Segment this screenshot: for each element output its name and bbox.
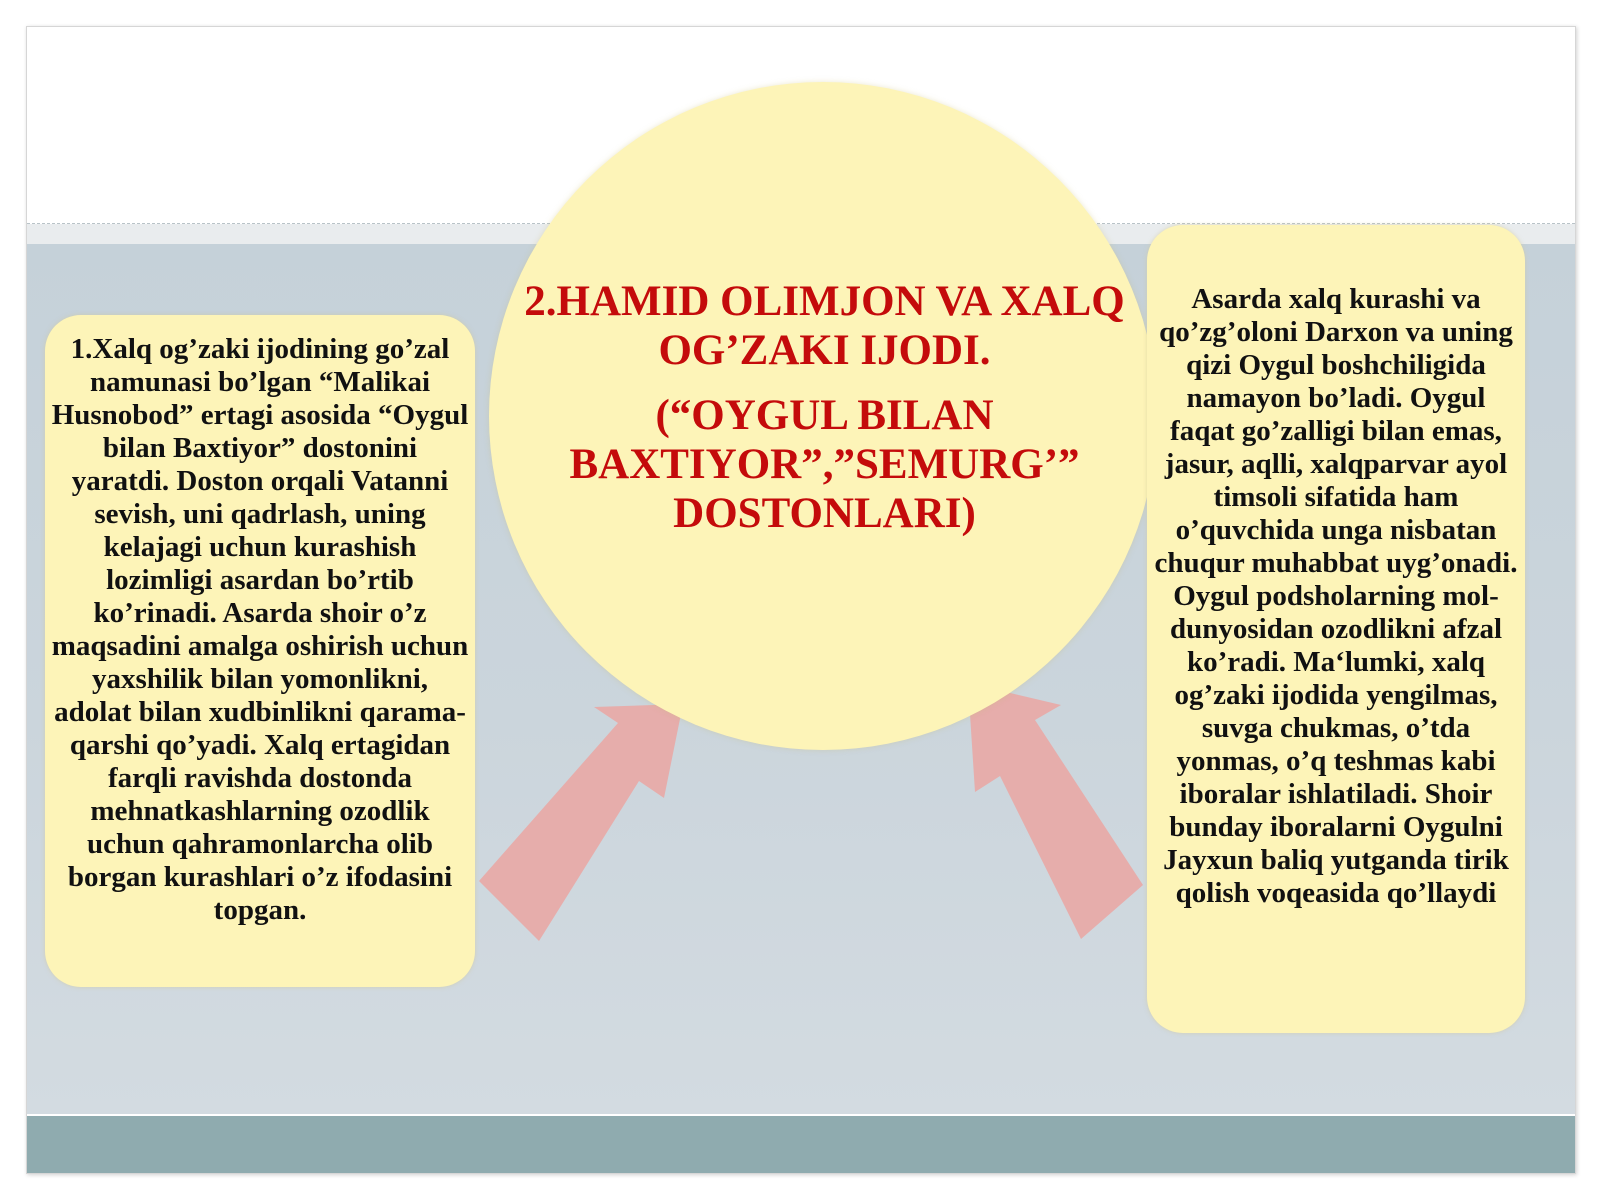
slide-title: 2.HAMID OLIMJON VA XALQ OG’ZAKI IJODI. bbox=[524, 278, 1125, 374]
slide-subtitle: (“OYGUL BILAN BAXTIYOR”,”SEMURG’” DOSTONLARI) bbox=[569, 392, 1080, 537]
arrow-up-right-icon bbox=[479, 704, 683, 941]
arrow-up-left-icon bbox=[968, 683, 1143, 939]
right-text-box bbox=[1147, 225, 1525, 1033]
right-box-text: Asarda xalq kurashi va qo’zg’oloni Darxon va uning qizi Oygul boshchiligida namayon bo’ladi. Oygul faqat go’zalligi bilan emas, jasur, aqlli, xalqparvar ayol timsoli sifatida ham o’quvchida unga nisbatan chuqur muhabbat uyg’onadi. Oygul podsholarning mol-dunyosidan ozodlikni afzal ko’radi. Ma‘lumki, xalq og’zaki ijodida yengilmas, suvga chukmas, o’tda yonmas, o’q teshmas kabi iboralar ishlatiladi. Shoir bunday iboralarni Oygulni Jayxun baliq yutganda tirik qolish voqeasida qo’llaydi bbox=[1154, 283, 1518, 909]
left-box-text: 1.Xalq og’zaki ijodining go’zal namunasi bo’lgan “Malikai Husnobod” ertagi asosida “Oygul bilan Baxtiyor” dostonini yaratdi. Doston orqali Vatanni sevish, uni qadrlash, uning kelajagi uchun kurashish lozimligi asardan bo’rtib ko’rinadi. Asarda shoir o’z maqsadini amalga oshirish uchun yaxshilik bilan yomonlikni, adolat bilan xudbinlikni qarama-qarshi qo’yadi. Xalq ertagidan farqli ravishda dostonda mehnatkashlarning ozodlik uchun qahramonlarcha olib borgan kurashlari o’z ifodasini topgan. bbox=[51, 333, 469, 926]
title-block bbox=[517, 277, 1132, 538]
left-text-box bbox=[45, 315, 475, 987]
slide bbox=[26, 26, 1576, 1174]
